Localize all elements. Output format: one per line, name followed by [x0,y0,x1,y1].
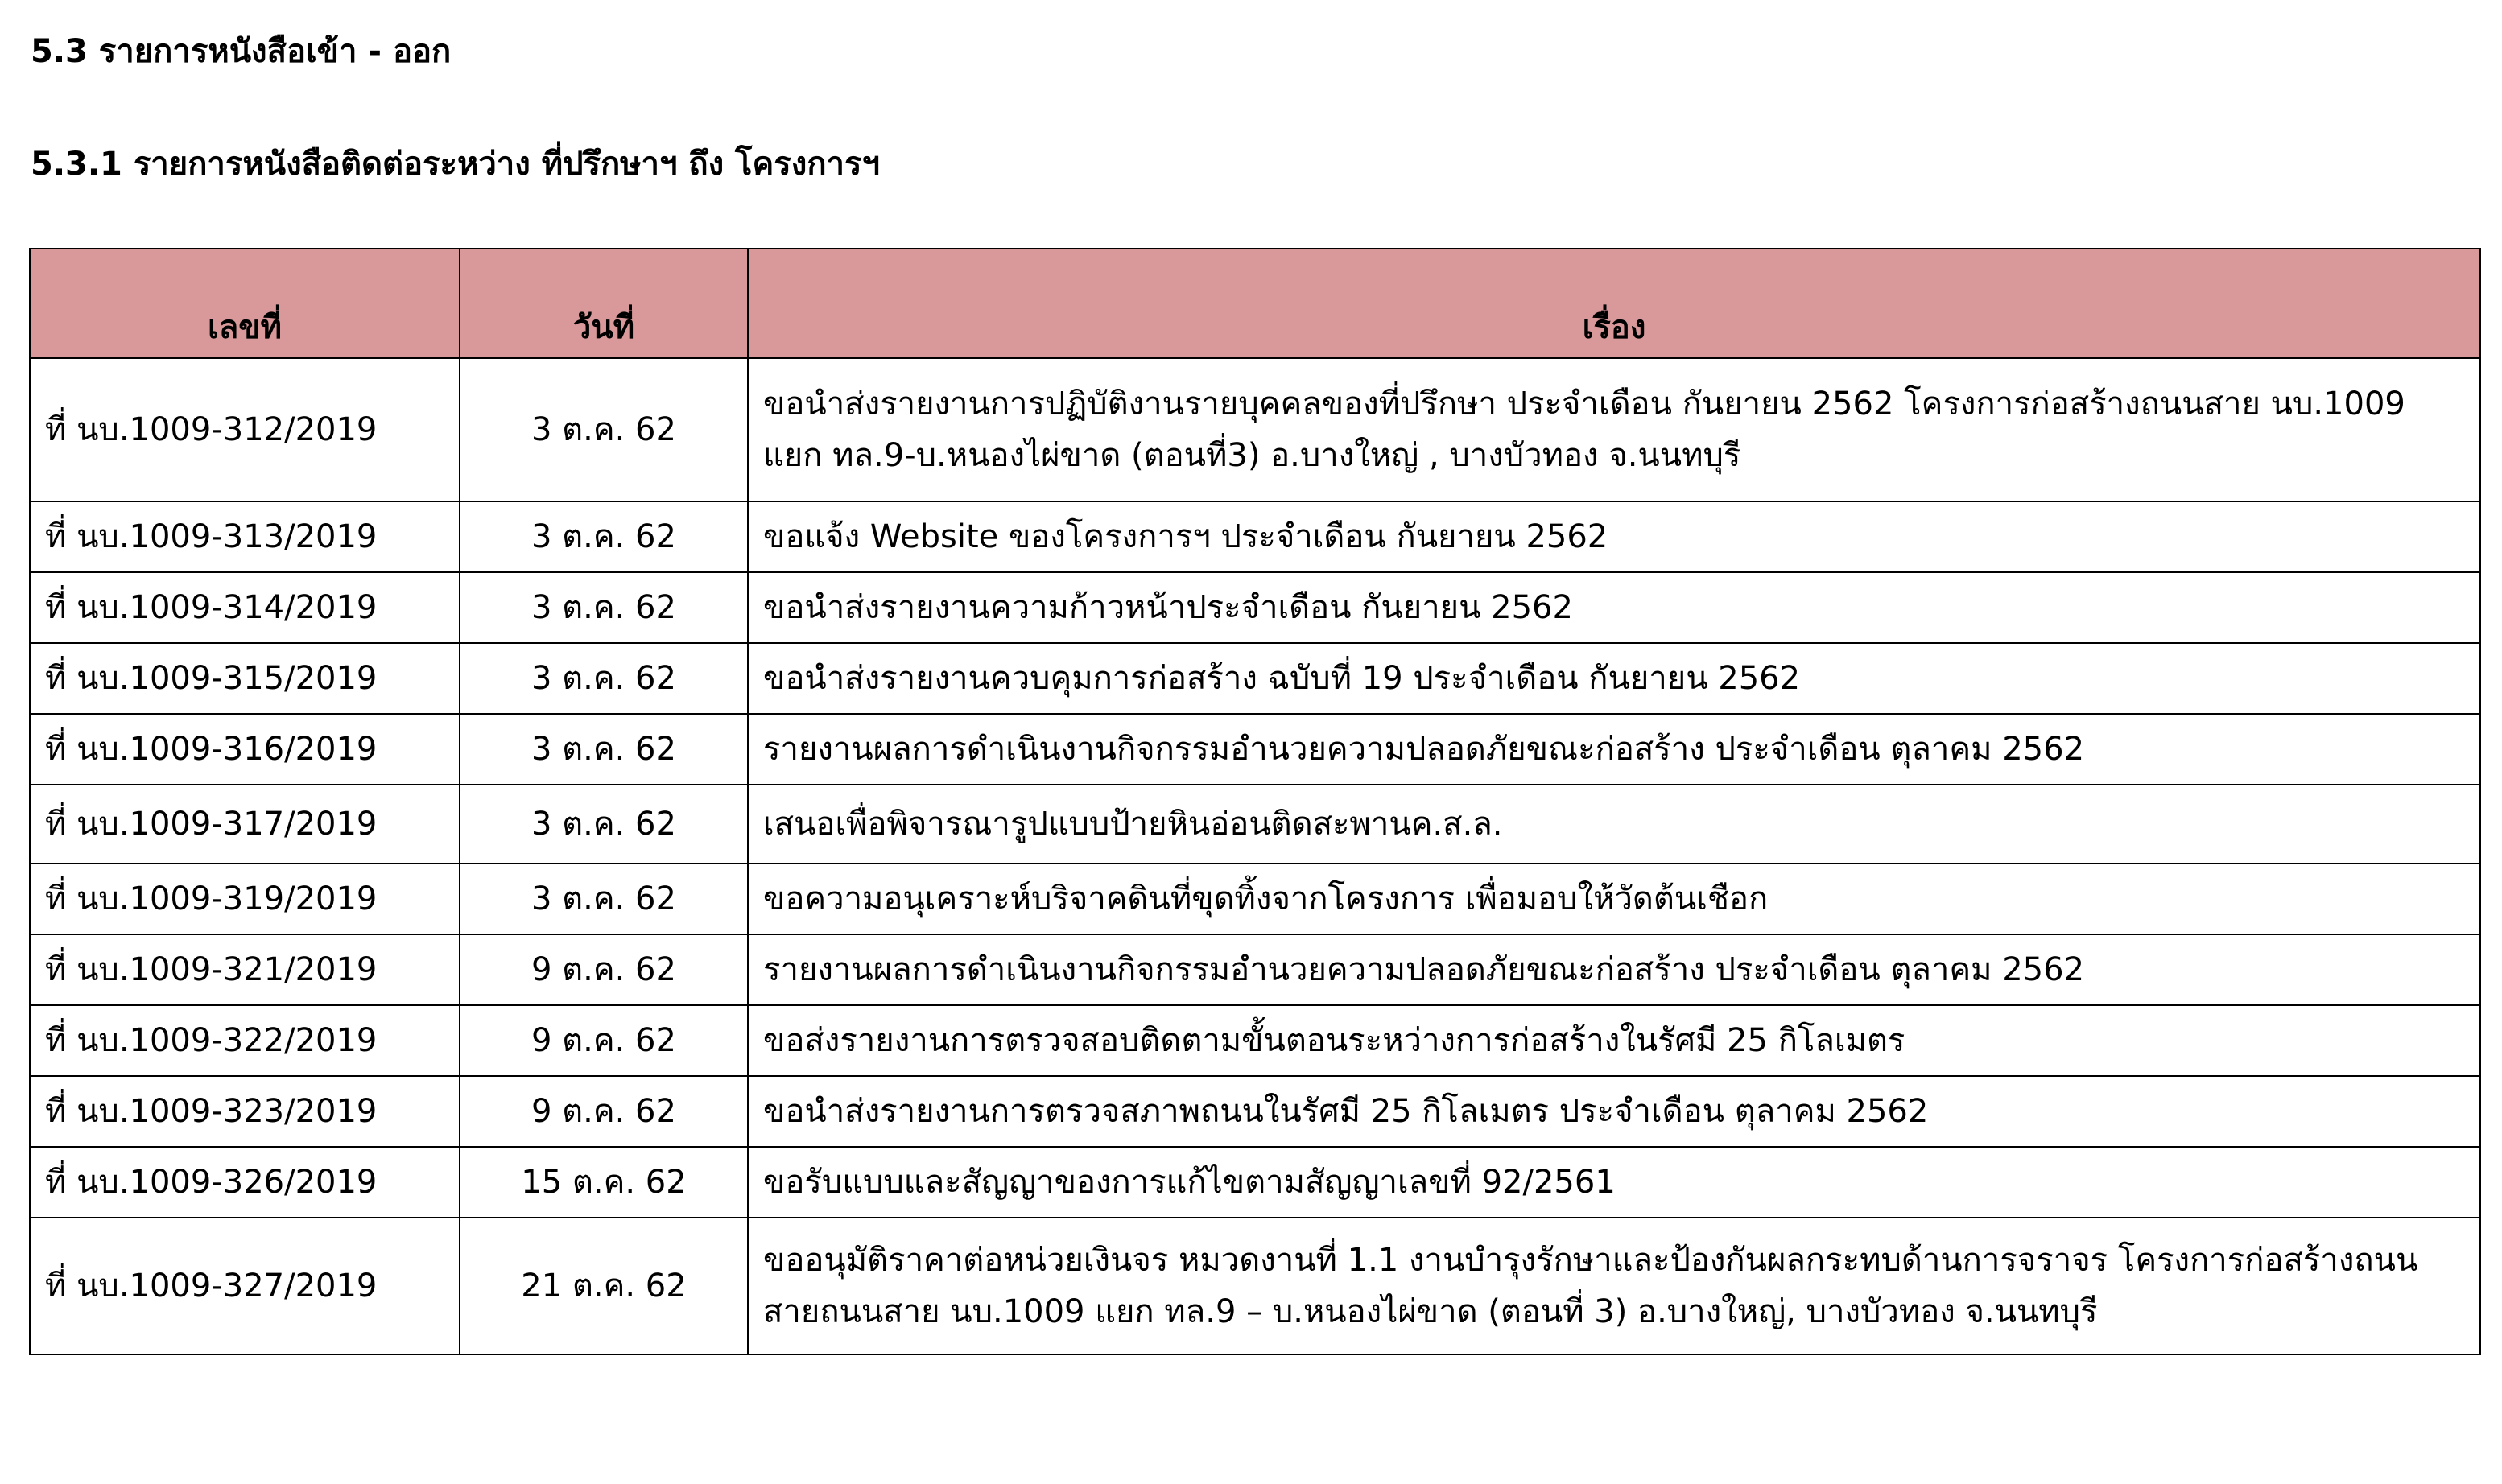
table-row [30,864,2480,934]
cell-date: 3 ต.ค. 62 [460,501,748,572]
cell-date: 21 ต.ค. 62 [460,1218,748,1354]
header-date: วันที่ [460,249,748,358]
cell-subject: ขอความอนุเคราะห์บริจาคดินที่ขุดทิ้งจากโครงการ เพื่อมอบให้วัดต้นเชือก [748,864,2480,934]
section-title: 5.3 รายการหนังสือเข้า - ออก [31,33,452,70]
cell-number: ที่ นบ.1009-321/2019 [30,934,460,1005]
cell-subject: ขอแจ้ง Website ของโครงการฯ ประจำเดือน กันยายน 2562 [748,501,2480,572]
header-number: เลขที่ [30,249,460,358]
cell-date: 3 ต.ค. 62 [460,358,748,501]
cell-subject: ขอนำส่งรายงานควบคุมการก่อสร้าง ฉบับที่ 19 ประจำเดือน กันยายน 2562 [748,643,2480,714]
cell-date: 9 ต.ค. 62 [460,1005,748,1076]
table-row [30,714,2480,785]
cell-number: ที่ นบ.1009-313/2019 [30,501,460,572]
table-row [30,643,2480,714]
cell-subject: ขอนำส่งรายงานการตรวจสภาพถนนในรัศมี 25 กิโลเมตร ประจำเดือน ตุลาคม 2562 [748,1076,2480,1147]
cell-date: 9 ต.ค. 62 [460,1076,748,1147]
cell-number: ที่ นบ.1009-323/2019 [30,1076,460,1147]
cell-subject: รายงานผลการดำเนินงานกิจกรรมอำนวยความปลอดภัยขณะก่อสร้าง ประจำเดือน ตุลาคม 2562 [748,714,2480,785]
cell-subject: ขอรับแบบและสัญญาของการแก้ไขตามสัญญาเลขที่ 92/2561 [748,1147,2480,1218]
correspondence-table [29,248,2481,1355]
cell-number: ที่ นบ.1009-322/2019 [30,1005,460,1076]
table-row [30,934,2480,1005]
cell-subject: ขอนำส่งรายงานการปฏิบัติงานรายบุคคลของที่ปรึกษา ประจำเดือน กันยายน 2562 โครงการก่อสร้างถนนสาย นบ.1009 แยก ทล.9-บ.หนองไผ่ขาด (ตอนที่3) อ.บางใหญ่ , บางบัวทอง จ.นนทบุรี [748,358,2480,501]
table-row [30,785,2480,864]
cell-subject: ขอนำส่งรายงานความก้าวหน้าประจำเดือน กันยายน 2562 [748,572,2480,643]
cell-subject: รายงานผลการดำเนินงานกิจกรรมอำนวยความปลอดภัยขณะก่อสร้าง ประจำเดือน ตุลาคม 2562 [748,934,2480,1005]
cell-number: ที่ นบ.1009-319/2019 [30,864,460,934]
cell-date: 3 ต.ค. 62 [460,864,748,934]
cell-number: ที่ นบ.1009-326/2019 [30,1147,460,1218]
cell-date: 3 ต.ค. 62 [460,714,748,785]
cell-number: ที่ นบ.1009-314/2019 [30,572,460,643]
cell-number: ที่ นบ.1009-327/2019 [30,1218,460,1354]
table-row [30,1147,2480,1218]
table-header-row [30,249,2480,358]
subsection-title: 5.3.1 รายการหนังสือติดต่อระหว่าง ที่ปรึกษาฯ ถึง โครงการฯ [31,146,880,183]
cell-date: 3 ต.ค. 62 [460,572,748,643]
cell-date: 3 ต.ค. 62 [460,785,748,864]
table-row [30,1218,2480,1354]
table-row [30,1005,2480,1076]
table-row [30,1076,2480,1147]
table-row [30,501,2480,572]
cell-date: 9 ต.ค. 62 [460,934,748,1005]
cell-subject: ขออนุมัติราคาต่อหน่วยเงินจร หมวดงานที่ 1.1 งานบำรุงรักษาและป้องกันผลกระทบด้านการจราจร โครงการก่อสร้างถนนสายถนนสาย นบ.1009 แยก ทล.9 – บ.หนองไผ่ขาด (ตอนที่ 3) อ.บางใหญ่, บางบัวทอง จ.นนทบุรี [748,1218,2480,1354]
cell-subject: ขอส่งรายงานการตรวจสอบติดตามขั้นตอนระหว่างการก่อสร้างในรัศมี 25 กิโลเมตร [748,1005,2480,1076]
cell-number: ที่ นบ.1009-317/2019 [30,785,460,864]
cell-date: 3 ต.ค. 62 [460,643,748,714]
cell-subject: เสนอเพื่อพิจารณารูปแบบป้ายหินอ่อนติดสะพานค.ส.ล. [748,785,2480,864]
header-subject: เรื่อง [748,249,2480,358]
cell-number: ที่ นบ.1009-312/2019 [30,358,460,501]
cell-date: 15 ต.ค. 62 [460,1147,748,1218]
table-row [30,572,2480,643]
cell-number: ที่ นบ.1009-315/2019 [30,643,460,714]
cell-number: ที่ นบ.1009-316/2019 [30,714,460,785]
table-row [30,358,2480,501]
